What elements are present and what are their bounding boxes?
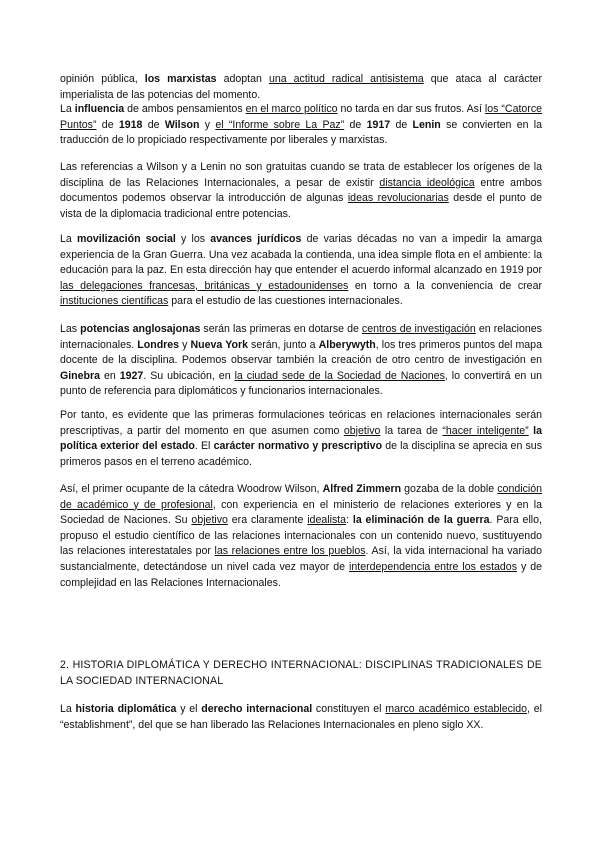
underlined-text: objetivo — [343, 424, 381, 437]
underlined-text: las relaciones entre los pueblos — [214, 545, 366, 558]
bold-text: carácter normativo y prescriptivo — [213, 440, 383, 453]
text-run: y los — [175, 233, 211, 245]
text-run: , lo convertirá en un punto de referencia para diplomáticos y funcionarios internacionales. — [60, 369, 542, 398]
text-run: opinión pública, — [60, 73, 145, 85]
underlined-text: una actitud radical antisistema — [268, 73, 424, 85]
underlined-text: ideas revolucionarias — [347, 192, 449, 205]
text-run: La — [60, 233, 77, 245]
text-run: de — [142, 118, 165, 131]
text-run: La — [60, 103, 75, 115]
text-run: serán, junto a — [247, 338, 319, 351]
text-run: de — [390, 118, 413, 131]
underlined-text: las delegaciones francesas, británicas y estadounidenses — [60, 279, 349, 292]
bold-text: potencias anglosajonas — [80, 323, 201, 335]
paragraph-movilizacion — [60, 232, 542, 310]
text-run: 2. HISTORIA DIPLOMÁTICA Y DERECHO INTERNACIONAL: DISCIPLINAS TRADICIONALES DE LA SOCIEDAD INTERNACIONAL — [60, 659, 542, 687]
paragraph-influencia — [60, 102, 542, 149]
underlined-text: la ciudad sede de la Sociedad de Naciones — [234, 369, 445, 382]
text-run: de — [96, 118, 119, 131]
text-run: Las — [60, 323, 81, 335]
text-run: y — [179, 338, 191, 351]
bold-text: Nueva York — [190, 338, 248, 351]
text-run: , los tres primeros puntos del mapa docente de la disciplina. Podemos observar también la creación de otro centro de investigación en — [60, 338, 542, 367]
underlined-text: el “Informe sobre La Paz” — [215, 118, 345, 131]
underlined-text: idealista — [307, 514, 347, 527]
underlined-text: en el marco político — [245, 103, 338, 115]
text-run: La — [60, 703, 76, 715]
text-run: de la disciplina se aprecia en sus primeros pasos en el terreno académico. — [60, 440, 542, 468]
text-run: desde el punto de vista de la diplomacia tradicional entre potencias. — [60, 192, 542, 220]
text-run: adoptan — [216, 73, 269, 85]
bold-text: 1927 — [119, 369, 144, 382]
bold-text: 1918 — [118, 118, 143, 131]
bold-text: derecho internacional — [201, 703, 313, 715]
text-run: en torno a la conveniencia de crear — [348, 279, 542, 292]
text-run: entre ambos documentos podemos observar la introducción de algunas — [60, 176, 542, 205]
text-run: y de complejidad en las Relaciones Internacionales. — [60, 560, 542, 589]
bold-text: movilización social — [76, 233, 176, 245]
text-run: , con experiencia en el ministerio de relaciones exteriores y en la Sociedad de Naciones. Su — [60, 498, 542, 527]
underlined-text: marco académico establecido — [385, 703, 528, 715]
text-run: la tarea de — [380, 424, 443, 437]
bold-text: los marxistas — [144, 73, 217, 85]
text-run: Las referencias a Wilson y a Lenin no son gratuitas cuando se trata de establecer los orígenes de la disciplina de las Relaciones Internacionales, a pesar de existir — [60, 161, 542, 189]
text-run: . Su ubicación, en — [143, 369, 235, 382]
text-run: . El — [194, 440, 214, 453]
bold-text: Alfred Zimmern — [322, 483, 402, 495]
text-run: no tarda en dar sus frutos. Así — [337, 103, 485, 115]
text-run: en relaciones internacionales. — [60, 323, 542, 351]
text-run: Por tanto, es evidente que las primeras formulaciones teóricas en relaciones internacionales serán prescriptivas, a partir del momento en que asumen como — [60, 409, 542, 437]
paragraph-zimmern — [60, 482, 542, 591]
bold-text: Lenin — [412, 118, 441, 131]
text-run: de varias décadas no van a impedir la amarga experiencia de la Gran Guerra. Una vez acabada la contienda, una idea simple flota en el ambiente: la educación para la paz. En esta dirección hay que entender el acuerdo informal alcanzado en 1919 por — [60, 233, 542, 277]
bold-text: Ginebra — [60, 369, 101, 382]
paragraph-historia-diplomatica — [60, 702, 542, 733]
text-run: y el — [176, 703, 202, 715]
bold-text: Wilson — [164, 118, 200, 131]
section-heading — [60, 658, 542, 689]
text-run: . Para ello, propuso el estudio científico de las relaciones internacionales con un contenido nuevo, sustituyendo las relaciones interestatales por — [60, 514, 542, 558]
text-run: y — [199, 118, 216, 131]
text-run: en — [100, 369, 120, 382]
underlined-text: instituciones científicas — [60, 295, 169, 308]
underlined-text: objetivo — [191, 514, 228, 527]
bold-text: historia diplomática — [75, 703, 177, 715]
text-run: para el estudio de las cuestiones internacionales. — [168, 295, 403, 308]
paragraph-referencias — [60, 160, 542, 222]
text-run: de — [344, 118, 367, 131]
bold-text: influencia — [74, 103, 125, 115]
underlined-text: centros de investigación — [361, 323, 476, 335]
text-run: constituyen el — [312, 703, 386, 715]
text-run: se convierten en la traducción de lo propiciado respectivamente por liberales y marxistas. — [60, 118, 543, 147]
paragraph-marxistas — [60, 72, 542, 103]
underlined-text: distancia ideológica — [379, 176, 475, 189]
underlined-text: interdependencia entre los estados — [349, 560, 517, 573]
underlined-text: condición de académico y de profesional — [60, 483, 543, 511]
underlined-text: “hacer inteligente” — [442, 424, 529, 437]
text-run: , el “establishment”, del que se han liberado las Relaciones Internacionales en pleno siglo XX. — [60, 703, 542, 731]
text-run: : — [346, 514, 353, 527]
paragraph-potencias — [60, 322, 542, 400]
underlined-text: los “Catorce Puntos” — [60, 103, 543, 131]
text-run: . Así, la vida internacional ha variado sustancialmente, detectándose un nivel cada vez mayor de — [60, 545, 542, 573]
bold-text: 1917 — [366, 118, 391, 131]
text-run: que ataca al carácter imperialista de las potencias del momento. — [60, 73, 542, 101]
text-run: gozaba de la doble — [401, 483, 498, 495]
paragraph-por-tanto — [60, 408, 542, 470]
text-run: serán las primeras en dotarse de — [200, 323, 362, 335]
bold-text: Londres — [137, 338, 180, 351]
bold-text: Alberywyth — [318, 338, 376, 351]
text-run: era claramente — [227, 514, 308, 527]
bold-text: la política exterior del estado — [60, 424, 543, 453]
bold-text: la eliminación de la guerra — [352, 514, 490, 527]
text-run: de ambos pensamientos — [124, 103, 246, 115]
bold-text: avances jurídicos — [210, 233, 302, 245]
text-run: Así, el primer ocupante de la cátedra Woodrow Wilson, — [60, 483, 323, 495]
